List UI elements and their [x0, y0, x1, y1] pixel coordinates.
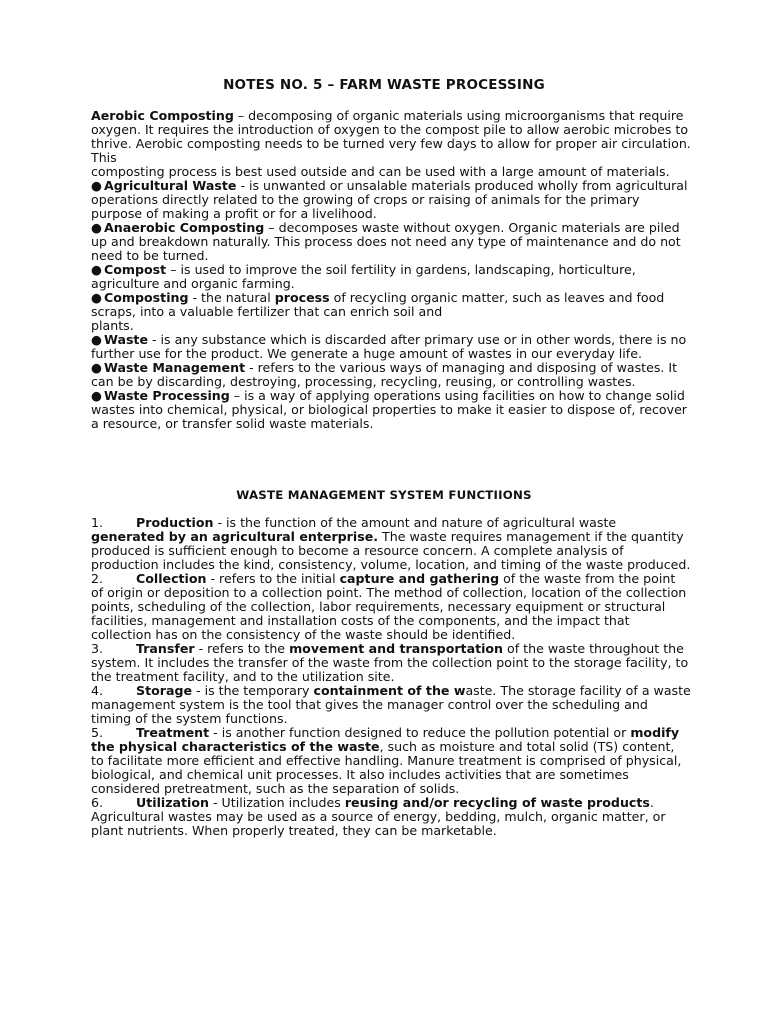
function-number: 2. [91, 571, 104, 586]
bullet-icon: ● [91, 178, 102, 193]
function-term: Utilization [136, 795, 209, 810]
definition-text: - is unwanted or unsalable materials produced wholly from agricultural operations directly related to the growing of crops or raising of animals for the primary purpose of making a profit or for a livelihood. [91, 178, 688, 221]
bullet-icon: ● [91, 290, 102, 305]
function-item [91, 726, 691, 796]
definition-text: - is any substance which is discarded after primary use or in other words, there is no further use for the product. We generate a huge amount of wastes in our everyday life. [91, 332, 687, 361]
definition-text: - refers to the various ways of managing and disposing of wastes. It can be by discarding, destroying, processing, recycling, reusing, or controlling wastes. [91, 360, 678, 389]
definition-item [91, 291, 691, 319]
section-heading: WASTE MANAGEMENT SYSTEM FUNCTIIONS [236, 488, 532, 502]
function-text: The waste requires management if the quantity produced is sufficient enough to become a resource concern. A complete analysis of production includes the kind, consistency, volume, location, and timing of the waste produced. [91, 529, 691, 572]
definition-text: - the natural [188, 290, 275, 305]
function-item [91, 572, 691, 642]
function-text: - is the temporary [192, 683, 314, 698]
definition-text: – decomposes waste without oxygen. Organic materials are piled up and breakdown naturally. This process does not need any type of maintenance and do not need to be turned. [91, 220, 681, 263]
function-emphasis: containment of the w [313, 683, 466, 698]
bullet-icon: ● [91, 360, 102, 375]
definition-term: Agricultural Waste [104, 178, 237, 193]
definition-term: Composting [104, 290, 189, 305]
function-item [91, 516, 691, 572]
functions-list [91, 516, 691, 838]
function-term: Transfer [136, 641, 195, 656]
function-term: Production [136, 515, 214, 530]
function-text: - refers to the initial [206, 571, 340, 586]
definition-term: Compost [104, 262, 167, 277]
definition-term: Anaerobic Composting [104, 220, 265, 235]
function-term: Collection [136, 571, 207, 586]
function-term: Treatment [136, 725, 210, 740]
definition-item [91, 221, 691, 263]
function-number: 3. [91, 641, 104, 656]
definition-item-continued: plants. [91, 318, 134, 333]
function-text: - is the function of the amount and nature of agricultural waste [213, 515, 617, 530]
function-emphasis: movement and transportation [289, 641, 504, 656]
function-number: 4. [91, 683, 104, 698]
function-item [91, 684, 691, 726]
definition-text: of recycling organic matter, such as leaves and food scraps, into a valuable fertilizer that can enrich soil and [91, 290, 665, 319]
function-text: - refers to the [194, 641, 290, 656]
bullet-icon: ● [91, 262, 102, 277]
intro-text: – decomposing of organic materials using microorganisms that require oxygen. It requires the introduction of oxygen to the compost pile to allow aerobic microbes to thrive. Aerobic composting needs to be turned very few days to allow for proper air circulation. This [91, 108, 691, 165]
intro-paragraph [91, 109, 691, 165]
function-text: of the waste from the point of origin or deposition to a collection point. The method of collection, location of the collection points, scheduling of the collection, labor requirements, necessary equipment or structural facilities, management and installation costs of the components, and the impact that collection has on the consistency of the waste should be identified. [91, 571, 687, 642]
function-emphasis: capture and gathering [339, 571, 500, 586]
function-text: , such as moisture and total solid (TS) content, to facilitate more efficient and effective handling. Manure treatment is comprised of physical, biological, and chemical unit processes. It also includes activities that are sometimes considered pretreatment, such as the separation of solids. [91, 739, 682, 796]
function-number: 1. [91, 515, 104, 530]
page-title: NOTES NO. 5 – FARM WASTE PROCESSING [223, 77, 545, 93]
definition-text: – is used to improve the soil fertility in gardens, landscaping, horticulture, agriculture and organic farming. [91, 262, 636, 291]
definition-text: – is a way of applying operations using facilities on how to change solid wastes into chemical, physical, or biological properties to make it easier to dispose of, recover a resource, or transfer solid waste materials. [91, 388, 687, 431]
function-text: of the waste throughout the system. It includes the transfer of the waste from the collection point to the storage facility, to the treatment facility, and to the utilization site. [91, 641, 689, 684]
bullet-icon: ● [91, 220, 102, 235]
definition-item [91, 333, 691, 361]
definition-item [91, 389, 691, 431]
function-text: . Agricultural wastes may be used as a source of energy, bedding, mulch, organic matter, or plant nutrients. When properly treated, they can be marketable. [91, 795, 666, 838]
definition-item [91, 179, 691, 221]
function-item [91, 642, 691, 684]
definition-term: Waste [104, 332, 148, 347]
definition-item [91, 263, 691, 291]
function-text: - is another function designed to reduce the pollution potential or [209, 725, 631, 740]
intro-term: Aerobic Composting [91, 108, 234, 123]
function-number: 5. [91, 725, 104, 740]
definitions-block [91, 109, 691, 431]
function-text: aste. The storage facility of a waste management system is the tool that gives the manager control over the scheduling and timing of the system functions. [91, 683, 691, 726]
function-text: - Utilization includes [208, 795, 345, 810]
intro-paragraph-continued: composting process is best used outside and can be used with a large amount of materials. [91, 164, 670, 179]
function-item [91, 796, 691, 838]
bullet-icon: ● [91, 332, 102, 347]
function-emphasis: generated by an agricultural enterprise. [91, 529, 379, 544]
function-number: 6. [91, 795, 104, 810]
definition-emphasis: process [274, 290, 330, 305]
function-emphasis: modify the physical characteristics of the waste [91, 725, 680, 754]
bullet-icon: ● [91, 388, 102, 403]
function-term: Storage [136, 683, 193, 698]
definition-term: Waste Management [104, 360, 246, 375]
definition-term: Waste Processing [104, 388, 230, 403]
definition-item [91, 361, 691, 389]
function-emphasis: reusing and/or recycling of waste products [344, 795, 650, 810]
